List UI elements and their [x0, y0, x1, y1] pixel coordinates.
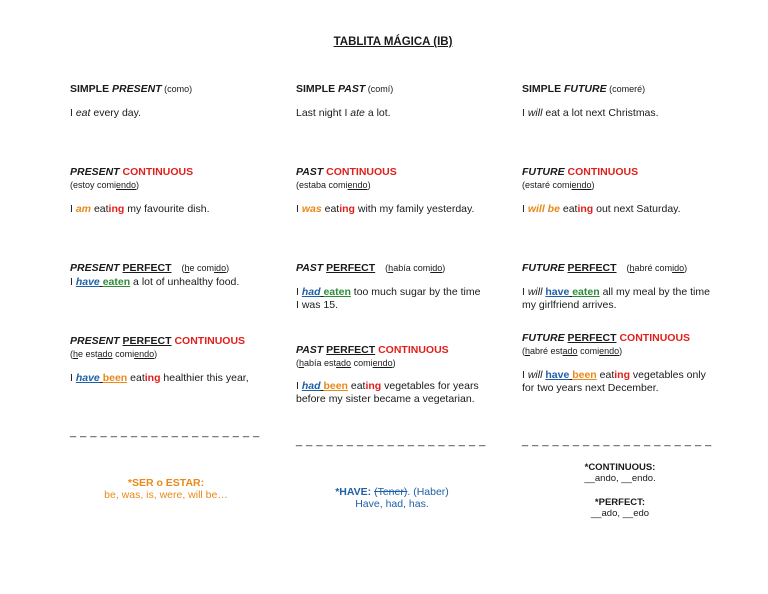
example-simple-past: Last night I ate a lot.: [296, 107, 391, 119]
header-simple-future: SIMPLE FUTURE (comeré): [522, 83, 646, 95]
example-future-perfect: I will have eaten all my meal by the time my girlfriend arrives.: [522, 286, 710, 311]
example-future-continuous: I will be eating out next Saturday.: [522, 203, 681, 215]
note-continuous: [534, 462, 706, 484]
note-perfect-body: __ado, __edo: [590, 508, 650, 519]
example-present-perfect: I have eaten a lot of unhealthy food.: [70, 276, 240, 288]
note-have-title: *HAVE: (Tener). (Haber): [335, 486, 449, 498]
note-perfect-title: *PERFECT:: [594, 497, 646, 508]
gloss-past-continuous: (estaba comiendo): [296, 180, 371, 190]
note-continuous-title: *CONTINUOUS:: [584, 462, 656, 473]
header-present-perfect-continuous: PRESENT PERFECT CONTINUOUS: [70, 335, 246, 347]
example-present-perfect-continuous: I have been eating healthier this year,: [70, 372, 249, 384]
header-past-perfect-continuous: PAST PERFECT CONTINUOUS: [296, 344, 449, 356]
divider: _ _ _ _ _ _ _ _ _ _ _ _ _ _ _ _ _ _ _: [296, 435, 486, 447]
note-ser-body: be, was, is, were, will be…: [104, 489, 228, 501]
header-future-perfect-continuous: FUTURE PERFECT CONTINUOUS: [522, 332, 691, 344]
gloss-present-perfect-continuous: (he estado comiendo): [70, 349, 158, 359]
note-have-body: Have, had, has.: [355, 498, 429, 510]
page-title: TABLITA MÁGICA (IB): [333, 36, 453, 48]
note-ser-title: *SER o ESTAR:: [127, 477, 205, 489]
example-past-perfect-continuous: I had been eating vegetables for years before my sister became a vegetarian.: [296, 380, 479, 405]
example-future-perfect-continuous: I will have been eating vegetables only for two years next December.: [522, 369, 706, 394]
note-perfect: [534, 497, 706, 519]
gloss-future-perfect-continuous: (habré estado comiendo): [522, 346, 623, 356]
divider: _ _ _ _ _ _ _ _ _ _ _ _ _ _ _ _ _ _ _: [522, 435, 712, 447]
header-future-perfect: FUTURE PERFECT (habré comido): [522, 262, 688, 274]
example-past-perfect: I had eaten too much sugar by the time I was 15.: [296, 286, 481, 311]
gloss-past-perfect-continuous: (había estado comiendo): [296, 358, 396, 368]
note-continuous-body: __ando, __endo.: [584, 473, 656, 484]
example-present-continuous: I am eating my favourite dish.: [70, 203, 210, 215]
header-future-continuous: FUTURE CONTINUOUS: [522, 166, 639, 178]
note-ser-estar: [80, 477, 252, 501]
divider: _ _ _ _ _ _ _ _ _ _ _ _ _ _ _ _ _ _ _: [70, 426, 260, 438]
header-past-perfect: PAST PERFECT (había comido): [296, 262, 446, 274]
example-simple-future: I will eat a lot next Christmas.: [522, 107, 659, 119]
header-present-continuous: PRESENT CONTINUOUS: [70, 166, 194, 178]
example-simple-present: I eat every day.: [70, 107, 142, 119]
header-past-continuous: PAST CONTINUOUS: [296, 166, 397, 178]
example-past-continuous: I was eating with my family yesterday.: [296, 203, 475, 215]
gloss-future-continuous: (estaré comiendo): [522, 180, 595, 190]
header-simple-present: SIMPLE PRESENT (como): [70, 83, 193, 95]
header-simple-past: SIMPLE PAST (comí): [296, 83, 394, 95]
header-present-perfect: PRESENT PERFECT (he comido): [70, 262, 230, 274]
gloss-present-continuous: (estoy comiendo): [70, 180, 140, 190]
note-have: [306, 486, 478, 510]
